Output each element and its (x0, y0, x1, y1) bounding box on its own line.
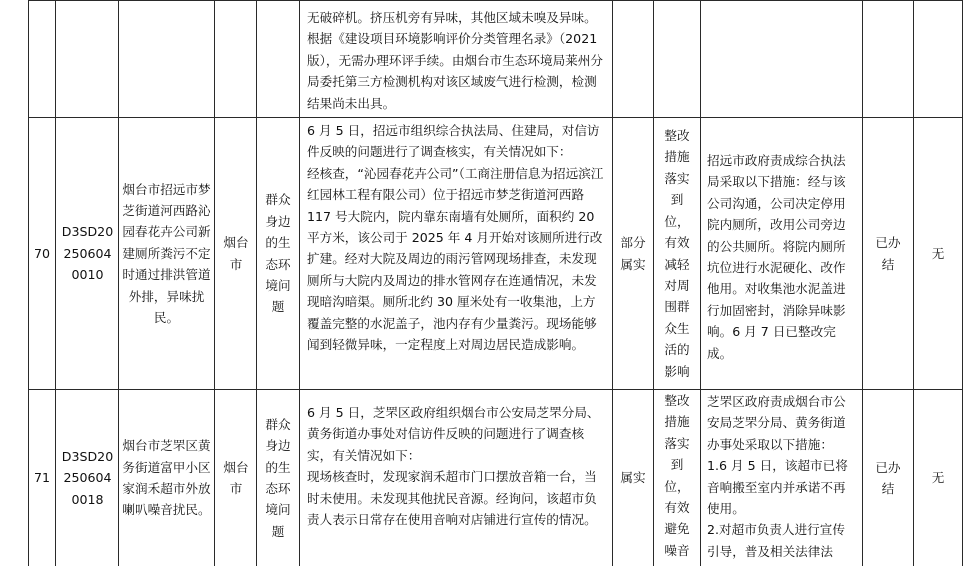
table-row (307, 7, 607, 114)
verdict-cell (615, 118, 651, 389)
handling-text: 整改措施落实到位，有效避免噪音 (664, 393, 690, 558)
col-line (299, 0, 300, 566)
handling-cell (662, 118, 692, 389)
details-cell (307, 120, 607, 388)
district: 烟台市 (223, 235, 249, 272)
case-code-cell (60, 118, 115, 389)
row-number: 71 (33, 470, 51, 486)
accountability: 无 (931, 245, 945, 261)
measures-cell (707, 391, 857, 566)
category-cell (263, 390, 293, 566)
complaint-location-cell (121, 118, 212, 389)
district-cell (218, 118, 254, 389)
category: 群众身边的生态环境问题 (265, 416, 291, 539)
col-line (862, 0, 863, 566)
complaint-location: 烟台市招远市梦芝街道河西路沁园春花卉公司新建厕所粪污不定时通过排洪管道外排，异味扰民。 (122, 181, 211, 326)
status-cell (870, 118, 906, 389)
complaint-location-cell (121, 390, 212, 566)
row-number-cell (29, 390, 55, 566)
col-line (256, 0, 257, 566)
col-line (962, 0, 963, 566)
row-number-cell (29, 118, 55, 389)
status-cell (870, 390, 906, 566)
complaint-location: 烟台市芝罘区黄务街道富甲小区家润禾超市外放喇叭噪音扰民。 (122, 438, 211, 518)
col-line (700, 0, 701, 566)
details-paragraph: 经核查，“沁园春花卉公司”（工商注册信息为招远滨江红园林工程有限公司）位于招远市梦芝街道河西路 117 号大院内，院内靠东南墙有处厕所，面积约 20 平方米，该公司于 2025 年 4 月开始对该厕所进行改扩建。经对大院及周边的雨污管网现场排查，未发现厕所与大院内及周边的排水管网存在连通情况，未发现暗沟暗渠。厕所北约 30 厘米处有一收集池，上方覆盖完整的水泥盖子，池内存有少量粪污。现场能够闻到轻微异味，一定程度上对周边居民造成影响。 (307, 165, 604, 353)
details-paragraph: 现场核查时，发现家润禾超市门口摆放音箱一台，当时未使用。未发现其他扰民音源。经询问，该超市负责人表示日常存在使用音响对店铺进行宣传的情况。 (307, 469, 597, 528)
col-line (653, 0, 654, 566)
details-paragraph: 6 月 5 日，招远市组织综合执法局、住建局，对信访件反映的问题进行了调查核实，有关情况如下： (307, 123, 600, 160)
measures-paragraph: 1.6 月 5 日，该超市已将音响搬至室内并承诺不再使用。 (707, 458, 848, 517)
verdict-cell (615, 390, 651, 566)
col-line (612, 0, 613, 566)
status: 已办结 (875, 235, 901, 272)
case-code: D3SD202506040010 (61, 224, 114, 283)
table-border-top (28, 0, 963, 1)
details-paragraph: 6 月 5 日，芝罘区政府组织烟台市公安局芝罘分局、黄务街道办事处对信访件反映的问题进行了调查核实，有关情况如下： (307, 405, 600, 463)
details-text: 无破碎机。挤压机旁有异味，其他区域未嗅及异味。根据《建设项目环境影响评价分类管理名录》（2021 版），无需办理环评手续。由烟台市生态环境局莱州分局委托第三方检测机构对该区域废气进行检测，检测结果尚未出具。 (307, 10, 603, 111)
col-line (214, 0, 215, 566)
verdict: 部分属实 (620, 235, 646, 272)
verdict: 属实 (620, 470, 646, 486)
measures-cell (707, 150, 857, 360)
accountability: 无 (931, 470, 945, 486)
district-cell (218, 390, 254, 566)
district: 烟台市 (223, 459, 249, 496)
measures-text: 招远市政府责成综合执法局采取以下措施：经与该公司沟通，公司决定停用院内厕所，改用公司旁边的公共厕所。将院内厕所坑位进行水泥硬化、改作他用。对收集池水泥盖进行加固密封，消除异味影响。6 月 7 日已整改完成。 (707, 153, 846, 360)
row-number: 70 (33, 245, 51, 261)
status: 已办结 (875, 459, 901, 496)
accountability-cell (914, 118, 962, 389)
category-cell (263, 118, 293, 389)
details-cell (307, 402, 607, 566)
category: 群众身边的生态环境问题 (265, 192, 291, 315)
measures-paragraph: 芝罘区政府责成烟台市公安局芝罘分局、黄务街道办事处采取以下措施： (707, 394, 846, 452)
case-code-cell (60, 390, 115, 566)
handling-cell (662, 390, 692, 566)
accountability-cell (914, 390, 962, 566)
col-line (55, 0, 56, 566)
col-line (118, 0, 119, 566)
handling-text: 整改措施落实到位，有效减轻对周围群众生活的影响 (664, 128, 690, 379)
case-code: D3SD202506040018 (61, 448, 114, 507)
measures-paragraph: 2.对超市负责人进行宣传引导，普及相关法律法 (707, 522, 845, 559)
